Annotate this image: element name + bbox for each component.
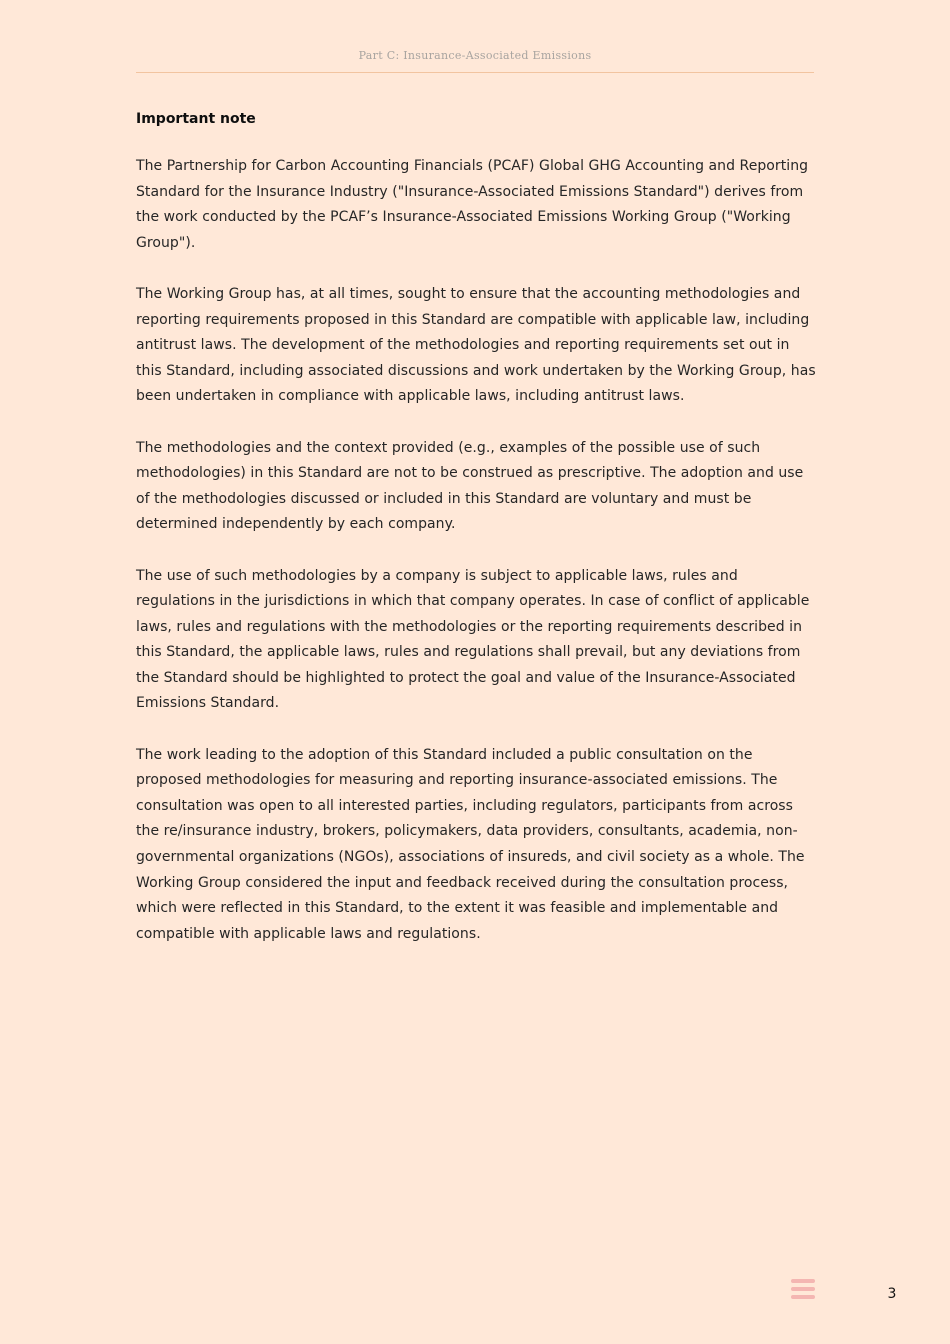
paragraph-5: The work leading to the adoption of this Standard included a public consultation on the proposed methodologies for measuring and reporting insurance-associated emissions. The consultation was open to all interested parties, including regulators, participants from across the re/insurance industry, brokers, policymakers, data providers, consultants, academia, non-governmental organizations (NGOs), associations of insureds, and civil society as a whole. The Working Group considered the input and feedback received during the consultation process, which were reflected in this Standard, to the extent it was feasible and implementable and compatible with applicable laws and regulations.: [136, 746, 805, 942]
running-header: [136, 46, 814, 73]
menu-icon-bar: [791, 1279, 815, 1283]
document-body: [136, 108, 816, 973]
paragraph-1: The Partnership for Carbon Accounting Financials (PCAF) Global GHG Accounting and Reporting Standard for the Insurance Industry ("Insurance-Associated Emissions Standard") derives from the work conducted by the PCAF’s Insurance-Associated Emissions Working Group ("Working Group").: [136, 158, 809, 251]
running-title: Part C: Insurance-Associated Emissions: [358, 49, 592, 62]
section-heading: Important note: [136, 111, 256, 127]
menu-icon-bar: [791, 1295, 815, 1299]
paragraph-2: The Working Group has, at all times, sought to ensure that the accounting methodologies and reporting requirements proposed in this Standard are compatible with applicable law, including antitrust laws. The development of the methodologies and reporting requirements set out in this Standard, including associated discussions and work undertaken by the Working Group, has been undertaken in compliance with applicable laws, including antitrust laws.: [136, 285, 816, 405]
menu-icon-bar: [791, 1287, 815, 1291]
page-number: 3: [887, 1286, 897, 1302]
paragraph-4: The use of such methodologies by a company is subject to applicable laws, rules and regulations in the jurisdictions in which that company operates. In case of conflict of applicable laws, rules and regulations with the methodologies or the reporting requirements described in this Standard, the applicable laws, rules and regulations shall prevail, but any deviations from the Standard should be highlighted to protect the goal and value of the Insurance-Associated Emissions Standard.: [136, 567, 810, 712]
menu-icon[interactable]: [791, 1279, 815, 1299]
paragraph-3: The methodologies and the context provided (e.g., examples of the possible use of such methodologies) in this Standard are not to be construed as prescriptive. The adoption and use of the methodologies discussed or included in this Standard are voluntary and must be determined independently by each company.: [136, 439, 804, 533]
